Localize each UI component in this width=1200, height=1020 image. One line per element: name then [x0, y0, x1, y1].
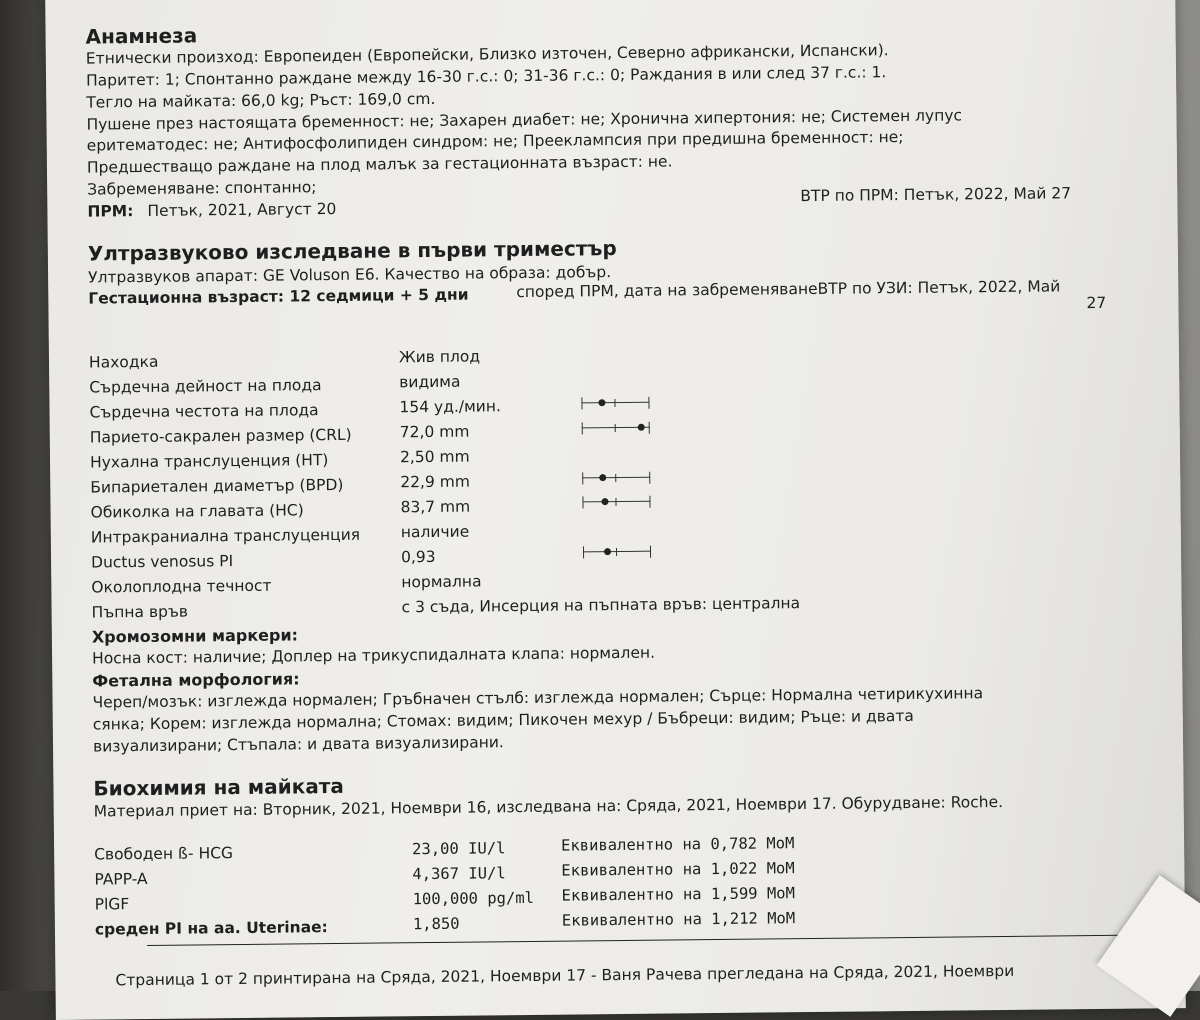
- biochem-label: Свободен ß- HCG: [94, 844, 234, 864]
- anamnesis-ethnicity: Етнически произход: Европеиден (Европейски, Близко източен, Северно африкански, Испански).: [85, 41, 889, 68]
- biochem-label: PAPP-A: [94, 869, 148, 889]
- range-marker-dot: [604, 548, 611, 555]
- finding-value: 22,9 mm: [400, 472, 471, 492]
- chromosomal-markers-title: Хромозомни маркери:: [91, 625, 299, 647]
- biochem-value: 4,367 IU/l: [412, 864, 506, 884]
- gestational-age-wrap: 27: [1086, 293, 1107, 313]
- biochem-value: 1,850: [412, 914, 460, 934]
- finding-value: 2,50 mm: [399, 447, 470, 467]
- finding-value: нормална: [401, 572, 482, 592]
- anamnesis-risk-factors: Пушене през настоящата бременност: не; Захарен диабет: не; Хронична хипертония: не; Системен лупус: [86, 106, 963, 134]
- ultrasound-title: Ултразвуково изследване в първи триместър: [87, 236, 617, 266]
- gestational-age-detail: според ПРМ, дата на забременяванеВТР по УЗИ: Петък, 2022, Май: [516, 277, 1061, 302]
- range-marker-dot: [638, 424, 645, 431]
- ultrasound-device: Ултразвуков апарат: GE Voluson E6. Качество на образа: добър.: [88, 263, 612, 287]
- hc-range-marker: [582, 496, 650, 509]
- biochem-value: 23,00 IU/l: [412, 839, 506, 859]
- chromosomal-markers-line: Носна кост: наличие; Доплер на трикуспидалната клапа: нормален.: [92, 643, 656, 668]
- lmp-label: ПРМ:: [87, 202, 134, 221]
- range-marker-dot: [599, 474, 606, 481]
- fetal-morphology-line: Череп/мозък: изглежда нормален; Гръбначен стълб: изглежда нормален; Сърце: Нормална четирикухинна: [92, 684, 984, 712]
- biochem-mom: Еквивалентно на 1,022 MoM: [561, 859, 795, 880]
- biochem-value: 100,000 pg/ml: [412, 888, 535, 909]
- finding-label: Парието-сакрален размер (CRL): [89, 425, 352, 447]
- finding-label: Интракраниална транслуценция: [90, 525, 361, 547]
- finding-label: Сърдечна дейност на плода: [89, 376, 322, 397]
- biochem-label: PlGF: [94, 895, 130, 914]
- biochem-mom: Еквивалентно на 1,599 MoM: [561, 884, 795, 905]
- header-fragment: [505, 0, 581, 1]
- crl-range-marker: [582, 422, 650, 435]
- finding-label: Обиколка на главата (HC): [90, 501, 304, 522]
- bpd-range-marker: [582, 472, 650, 485]
- range-marker-dot: [601, 498, 608, 505]
- biochem-mom: Еквивалентно на 1,212 MoM: [561, 909, 796, 930]
- finding-value: Жив плод: [398, 347, 481, 367]
- finding-value: 0,93: [400, 547, 436, 567]
- edd-by-lmp: ВТР по ПРМ: Петък, 2022, Май 27: [800, 184, 1072, 206]
- dv-pi-range-marker: [583, 546, 651, 559]
- anamnesis-conception: Забременяване: спонтанно;: [87, 178, 317, 199]
- finding-value: 72,0 mm: [399, 422, 470, 442]
- fetal-morphology-title: Фетална морфология:: [92, 669, 300, 691]
- finding-label: Сърдечна честота на плода: [89, 401, 319, 422]
- range-marker-dot: [598, 399, 605, 406]
- gestational-age: Гестационна възраст: 12 седмици + 5 дни: [88, 285, 469, 308]
- anamnesis-title: Анамнеза: [85, 23, 198, 49]
- finding-label: Ductus venosus PI: [91, 552, 234, 572]
- biochem-mom: Еквивалентно на 0,782 MoM: [560, 834, 795, 855]
- biochem-label: среден PI на аа. Uterinae:: [94, 918, 328, 939]
- fetal-morphology-line: сянка; Корем: изглежда нормална; Стомах: видим; Пикочен мехур / Бъбреци: видим; Ръце: и двата: [92, 706, 914, 734]
- finding-label: Находка: [88, 352, 159, 372]
- finding-label: Околоплодна течност: [91, 576, 272, 597]
- finding-label: Нухална транслуценция (НТ): [89, 451, 329, 472]
- heart-rate-range-marker: [581, 397, 649, 410]
- biochemistry-material: Материал приет на: Вторник, 2021, Ноември 16, изследвана на: Сряда, 2021, Ноември 17. Обурудване: Roche.: [93, 793, 1004, 821]
- fetal-morphology-line: визуализирани; Стъпала: и двата визуализирани.: [92, 733, 504, 756]
- finding-value: видима: [399, 372, 461, 392]
- finding-value: 154 уд./мин.: [399, 397, 501, 417]
- anamnesis-previous-sga: Предшестващо раждане на плод малък за гестационната възраст: не.: [86, 152, 673, 177]
- lmp-value: Петък, 2021, Август 20: [147, 199, 337, 220]
- finding-value: 83,7 mm: [400, 497, 471, 517]
- finding-value: с 3 съда, Инсерция на пъпната връв: централна: [401, 594, 801, 617]
- finding-value: наличие: [400, 522, 470, 542]
- anamnesis-parity: Паритет: 1; Спонтанно раждане между 16-30 г.с.: 0; 31-36 г.с.: 0; Раждания в или след 37 г.с.: 1.: [85, 63, 887, 90]
- finding-label: Бипариетален диаметър (BPD): [90, 475, 344, 497]
- biochemistry-title: Биохимия на майката: [93, 773, 344, 801]
- page-footer: Страница 1 от 2 принтирана на Сряда, 2021, Ноември 17 - Ваня Рачева прегледана на Сряда, 2021, Ноември: [115, 961, 1015, 990]
- anamnesis-weight-height: Тегло на майката: 66,0 kg; Ръст: 169,0 cm.: [86, 89, 436, 112]
- finding-label: Пъпна връв: [91, 602, 189, 622]
- anamnesis-risk-factors-cont: еритематодес: не; Антифосфолипиден синдром: не; Прееклампсия при предишна бременност: не;: [86, 128, 904, 155]
- report-page: [45, 0, 1186, 1020]
